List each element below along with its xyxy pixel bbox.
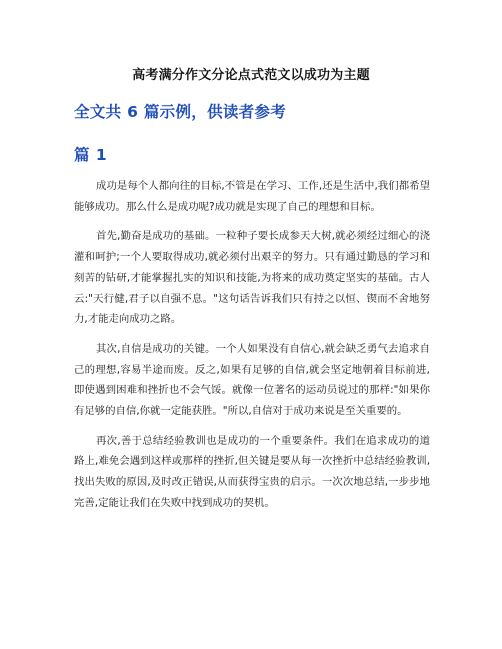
paragraph-3: 其次,自信是成功的关键。一个人如果没有自信心,就会缺乏勇气去追求自己的理想,容易半途而废。反之,如果有足够的自信,就会坚定地朝着目标前进,即使遇到困难和挫折也不会气馁。就像一位著名的运动员说过的那样:"如果你有足够的自信,你就一定能获胜。"所以,自信对于成功来说是至关重要的。 xyxy=(74,342,430,418)
paragraph-2: 首先,勤奋是成功的基础。一粒种子要长成参天大树,就必须经过细心的浇灌和呵护;一个人要取得成功,就必须付出艰辛的努力。只有通过勤恳的学习和刻苦的钻研,才能掌握扎实的知识和技能,为将来的成功奠定坚实的基础。古人云:"天行健,君子以自强不息。"这句话告诉我们只有持之以恒、锲而不舍地努力,才能走向成功之路。 xyxy=(74,230,430,326)
paragraph-1: 成功是每个人都向往的目标,不管是在学习、工作,还是生活中,我们都希望能够成功。那么什么是成功呢?成功就是实现了自己的理想和目标。 xyxy=(74,180,430,213)
section-heading: 篇 1 xyxy=(74,146,108,164)
document-subtitle: 全文共 6 篇示例，供读者参考 xyxy=(74,103,287,121)
document-title: 高考满分作文分论点式范文以成功为主题 xyxy=(132,68,370,83)
paragraph-4: 再次,善于总结经验教训也是成功的一个重要条件。我们在追求成功的道路上,难免会遇到这样或那样的挫折,但关键是要从每一次挫折中总结经验教训,找出失败的原因,及时改正错误,从而获得宝贵的启示。一次次地总结,一步步地完善,定能让我们在失败中找到成功的契机。 xyxy=(74,434,430,509)
document-body xyxy=(74,176,430,523)
